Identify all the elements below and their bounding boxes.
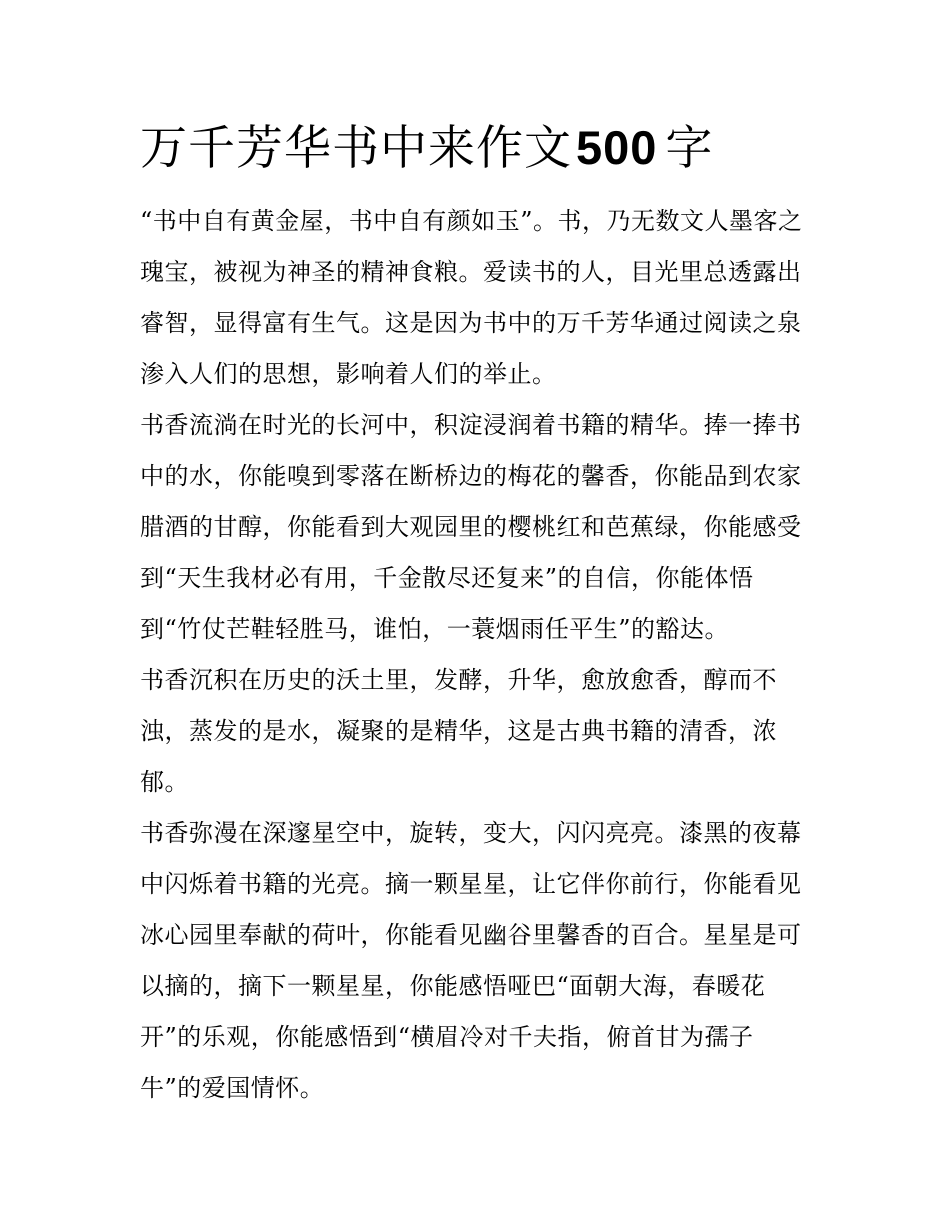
title-prefix: 万千芳华书中来作文 <box>140 121 572 176</box>
text-line: 浊，蒸发的是水，凝聚的是精华，这是古典书籍的清香，浓 <box>140 717 777 745</box>
text-line: 瑰宝，被视为神圣的精神食粮。爱读书的人，目光里总透露出 <box>140 258 802 286</box>
document-title <box>140 112 713 185</box>
text-line: 睿智，显得富有生气。这是因为书中的万千芳华通过阅读之泉 <box>140 309 802 337</box>
text-line: “书中自有黄金屋，书中自有颜如玉”。书，乃无数文人墨客之 <box>140 207 803 235</box>
text-line: 到“竹仗芒鞋轻胜马，谁怕，一蓑烟雨任平生”的豁达。 <box>140 615 730 643</box>
text-line: 开”的乐观，你能感悟到“横眉冷对千夫指，俯首甘为孺子 <box>140 1023 754 1051</box>
essay-body <box>140 196 820 1114</box>
text-line: 中闪烁着书籍的光亮。摘一颗星星，让它伴你前行，你能看见 <box>140 870 802 898</box>
title-suffix: 字 <box>665 121 714 176</box>
text-line: 冰心园里奉献的荷叶，你能看见幽谷里馨香的百合。星星是可 <box>140 921 802 949</box>
title-number: 500 <box>576 121 658 174</box>
text-line: 书香流淌在时光的长河中，积淀浸润着书籍的精华。捧一捧书 <box>140 411 802 439</box>
text-line: 书香沉积在历史的沃土里，发酵，升华，愈放愈香，醇而不 <box>140 666 777 694</box>
text-line: 到“天生我材必有用，千金散尽还复来”的自信，你能体悟 <box>140 564 754 592</box>
text-line: 郁。 <box>140 768 189 796</box>
text-line: 腊酒的甘醇，你能看到大观园里的樱桃红和芭蕉绿，你能感受 <box>140 513 802 541</box>
text-line: 以摘的，摘下一颗星星，你能感悟哑巴“面朝大海，春暖花 <box>140 972 766 1000</box>
text-line: 书香弥漫在深邃星空中，旋转，变大，闪闪亮亮。漆黑的夜幕 <box>140 819 802 847</box>
text-line: 牛”的爱国情怀。 <box>140 1074 325 1102</box>
text-line: 渗入人们的思想，影响着人们的举止。 <box>140 360 557 388</box>
text-line: 中的水，你能嗅到零落在断桥边的梅花的馨香，你能品到农家 <box>140 462 802 490</box>
